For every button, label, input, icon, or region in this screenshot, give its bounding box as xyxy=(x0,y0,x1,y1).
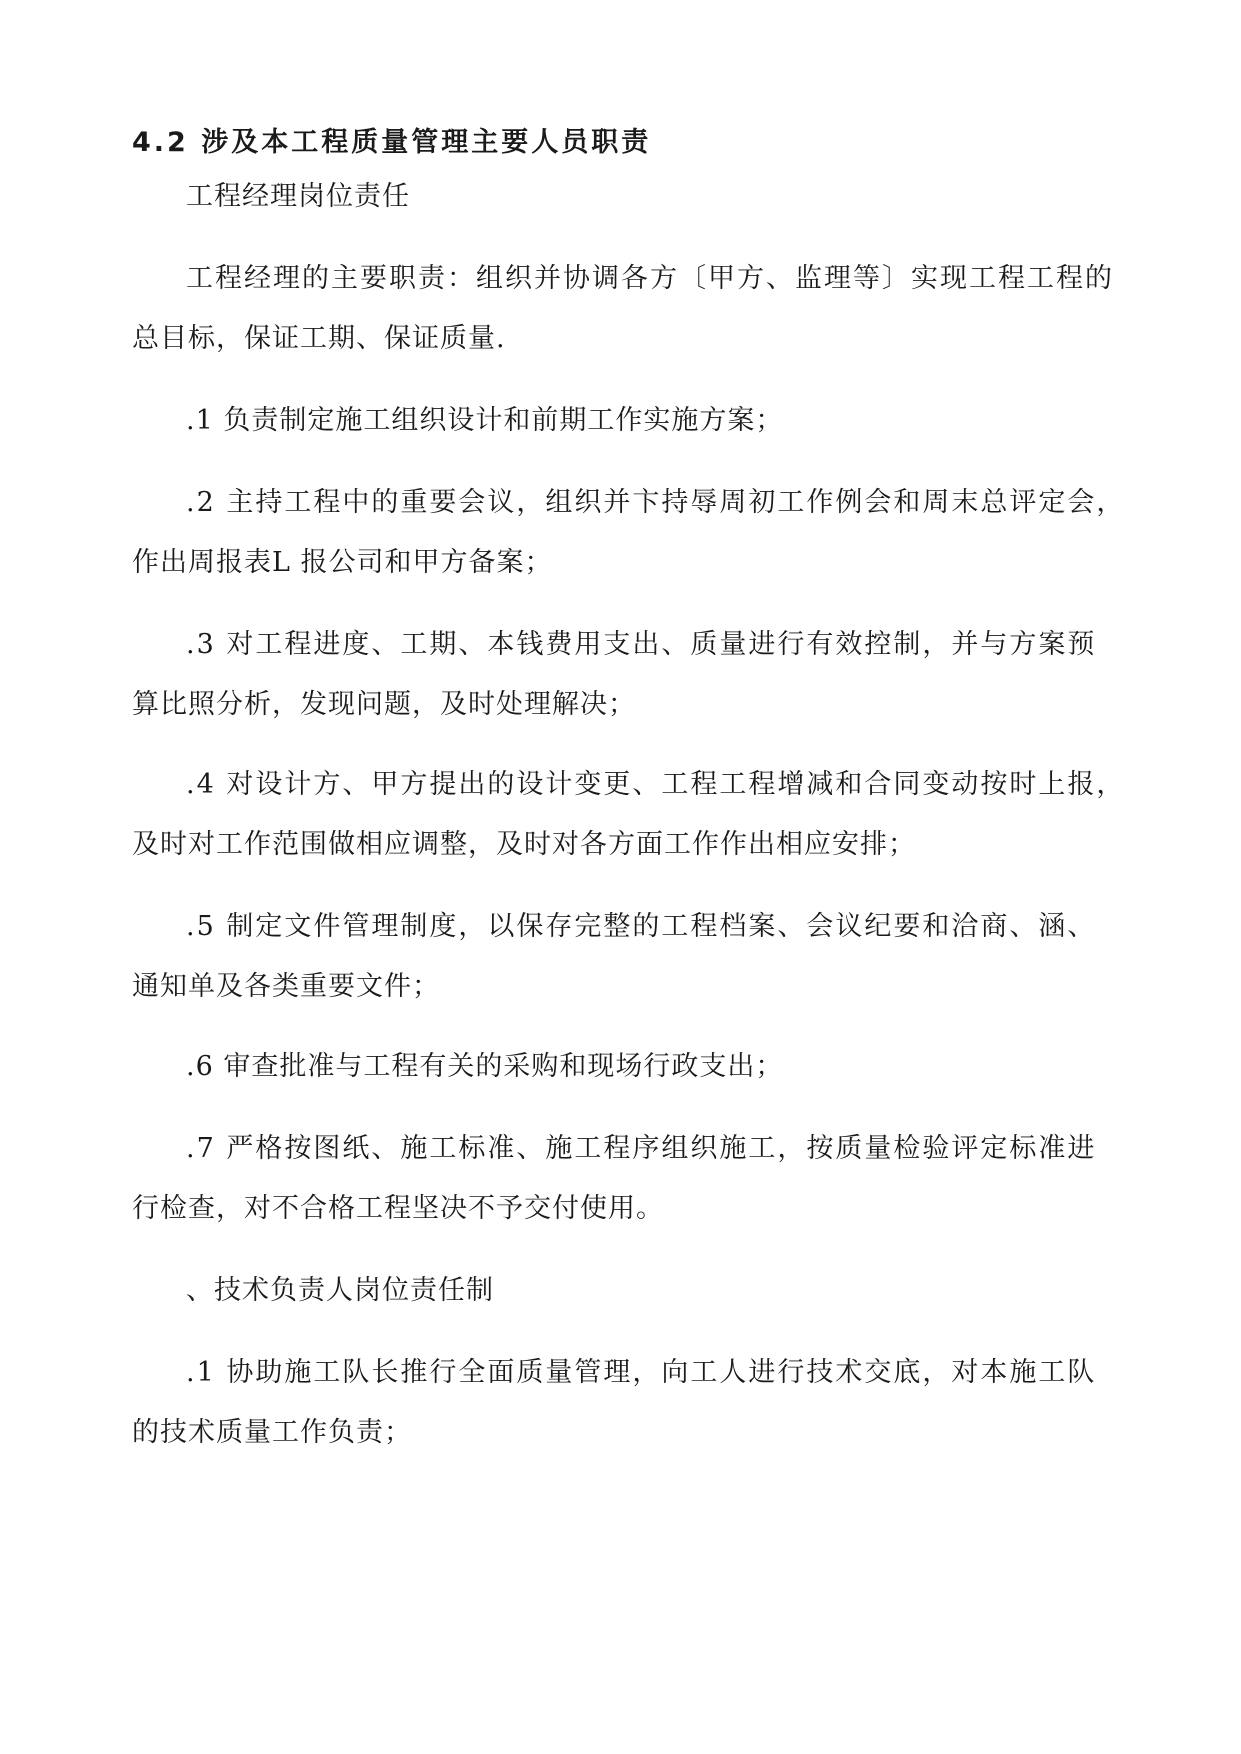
list-item-line: .4 对设计方、甲方提出的设计变更、工程工程增减和合同变动按时上报， xyxy=(186,769,1126,800)
list-item-line: .5 制定文件管理制度，以保存完整的工程档案、会议纪要和洽商、涵、 xyxy=(186,911,1097,942)
list-item-line: .3 对工程进度、工期、本钱费用支出、质量进行有效控制，并与方案预 xyxy=(186,629,1097,660)
paragraph-line: 总目标，保证工期、保证质量. xyxy=(132,323,506,354)
section-heading: 4.2 涉及本工程质量管理主要人员职责 xyxy=(132,127,652,158)
list-item-line: .1 负责制定施工组织设计和前期工作实施方案； xyxy=(186,405,784,436)
list-item-line: 算比照分析，发现问题，及时处理解决； xyxy=(132,689,636,720)
list-item-line: 及时对工作范围做相应调整，及时对各方面工作作出相应安排； xyxy=(132,829,916,860)
paragraph-line: 工程经理的主要职责：组织并协调各方〔甲方、监理等〕实现工程工程的 xyxy=(186,263,1114,294)
list-item-line: 的技术质量工作负责； xyxy=(132,1417,412,1448)
list-item-line: .7 严格按图纸、施工标准、施工程序组织施工，按质量检验评定标准进 xyxy=(186,1133,1097,1164)
list-item-line: .6 审查批准与工程有关的采购和现场行政支出； xyxy=(186,1051,784,1082)
list-item-line: .1 协助施工队长推行全面质量管理，向工人进行技术交底，对本施工队 xyxy=(186,1357,1097,1388)
list-item-line: 行检查，对不合格工程坚决不予交付使用。 xyxy=(132,1193,664,1224)
list-item-line: 作出周报表L 报公司和甲方备案； xyxy=(132,547,553,578)
list-item-line: 通知单及各类重要文件； xyxy=(132,971,440,1002)
list-item-line: .2 主持工程中的重要会议，组织并卞持辱周初工作例会和周末总评定会， xyxy=(186,487,1126,518)
subheading-technical-lead: 、技术负责人岗位责任制 xyxy=(186,1275,494,1306)
subheading-project-manager: 工程经理岗位责任 xyxy=(186,181,410,212)
